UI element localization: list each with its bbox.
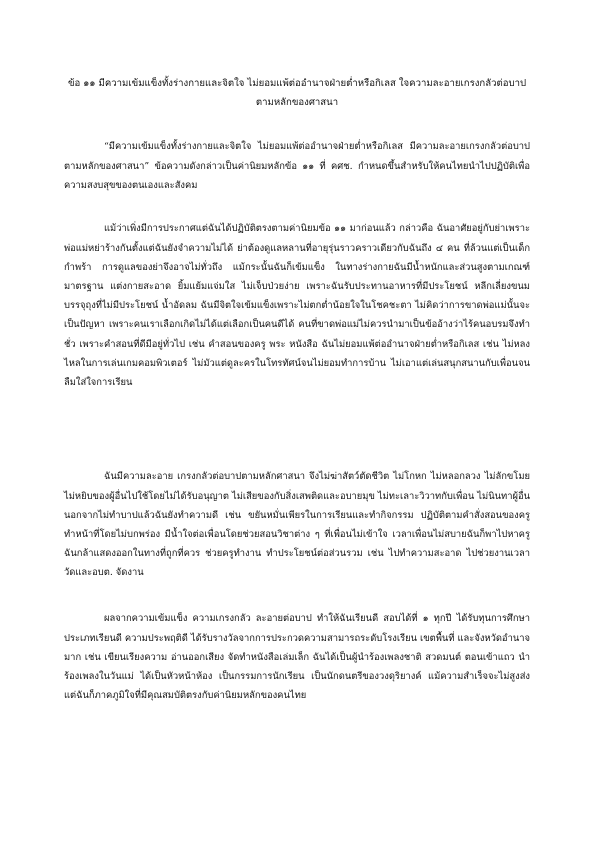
document-title: ข้อ ๑๑ มีความเข้มแข็งทั้งร่างกายและจิตใจ ไม่ยอมแพ้ต่ออำนาจฝ่ายต่ำหรือกิเลส ใจความละอายเกรงกลัวต่อบาปตามหลักของศาสนา: [67, 78, 527, 108]
paragraph-morality: ฉันมีความละอาย เกรงกลัวต่อบาปตามหลักศาสนา จึงไม่ฆ่าสัตว์ตัดชีวิต ไม่โกหก ไม่หลอกลวง ไม่ลักขโมย ไม่หยิบของผู้อื่นไปใช้โดยไม่ได้รับอนุญาต ไม่เสียของกับสิ่งเสพติดและอบายมุข ไม่ทะเลาะวิวาทกับเพื่อน ไม่นินทาผู้อื่น นอกจากไม่ทำบาปแล้วฉันยังทำความดี เช่น ขยันหมั่นเพียรในการเรียนและทำกิจกรรม ปฏิบัติตามคำสั่งสอนของครู ทำหน้าที่โดยไม่บกพร่อง มีน้ำใจต่อเพื่อนโดยช่วยสอนวิชาต่าง ๆ ที่เพื่อนไม่เข้าใจ เวลาเพื่อนไม่สบายฉันก็พาไปหาครู ฉันกล้าแสดงออกในทางที่ถูกที่ควร ช่วยครูทำงาน ทำประโยชน์ต่อส่วนรวม เช่น ไปทำความสะอาด ไปช่วยงานเวลาวัดและอบต. จัดงาน: [64, 471, 530, 579]
paragraph-results: ผลจากความเข้มแข็ง ความเกรงกลัว ละอายต่อบาป ทำให้ฉันเรียนดี สอบได้ที่ ๑ ทุกปี ได้รับทุนการศึกษาประเภทเรียนดี ความประพฤติดี ได้รับรางวัลจากการประกวดความสามารถระดับโรงเรียน เขตพื้นที่ และจังหวัดอำนาจมาก เช่น เขียนเรียงความ อ่านออกเสียง จัดทำหนังสือเล่มเล็ก ฉันได้เป็นผู้นำร้องเพลงชาติ สวดมนต์ ตอนเข้าแถว นำร้องเพลงในวันแม่ ได้เป็นหัวหน้าห้อง เป็นกรรมการนักเรียน เป็นนักดนตรีของวงดุริยางค์ แม้ความสำเร็จจะไม่สูงส่ง แต่ฉันก็ภาคภูมิใจที่มีคุณสมบัติตรงกับค่านิยมหลักของคนไทย: [64, 613, 530, 702]
paragraph-strength: แม้ว่าเพิ่งมีการประกาศแต่ฉันได้ปฏิบัติตรงตามค่านิยมข้อ ๑๑ มาก่อนแล้ว กล่าวคือ ฉันอาศัยอยู่กับย่าเพราะพ่อแม่หย่าร้างกันตั้งแต่ฉันยังจำความไม่ได้ ย่าต้องดูแลหลานที่อายุรุ่นราวคราวเดียวกับฉันถึง ๔ คน ที่ล้วนแต่เป็นเด็กกำพร้า การดูแลของย่าจึงอาจไม่ทั่วถึง แม้กระนั้นฉันก็เข้มแข็ง ในทางร่างกายฉันมีน้ำหนักและส่วนสูงตามเกณฑ์มาตรฐาน แต่งกายสะอาด ยิ้มแย้มแจ่มใส ไม่เจ็บป่วยง่าย เพราะฉันรับประทานอาหารที่มีประโยชน์ หลีกเลี่ยงขนมบรรจุถุงที่ไม่มีประโยชน์ น้ำอัดลม ฉันมีจิตใจเข้มแข็งเพราะไม่ตกต่ำน้อยใจในโชคชะตา ไม่คิดว่าการขาดพ่อแม่นั้นจะเป็นปัญหา เพราะคนเราเลือกเกิดไม่ได้แต่เลือกเป็นคนดีได้ คนที่ขาดพ่อแม่ไม่ควรนำมาเป็นข้ออ้างว่าไร้คนอบรมจึงทำชั่ว เพราะคำสอนที่ดีมีอยู่ทั่วไป เช่น คำสอนของครู พระ หนังสือ ฉันไม่ยอมแพ้ต่ออำนาจฝ่ายต่ำหรือกิเลส เช่น ไม่หลงไหลในการเล่นเกมคอมพิวเตอร์ ไม่มัวแต่ดูละครในโทรทัศน์จนไม่ยอมทำการบ้าน ไม่เอาแต่เล่นสนุกสนานกับเพื่อนจนลืมใส่ใจการเรียน: [64, 223, 530, 389]
paragraph-intro: “มีความเข้มแข็งทั้งร่างกายและจิตใจ ไม่ยอมแพ้ต่ออำนาจฝ่ายต่ำหรือกิเลส มีความละอายเกรงกลัวต่อบาปตามหลักของศาสนา” ข้อความดังกล่าวเป็นค่านิยมหลักข้อ ๑๑ ที่ คศช. กำหนดขึ้นสำหรับให้คนไทยนำไปปฏิบัติเพื่อความสงบสุขของตนเองและสังคม: [64, 141, 530, 191]
